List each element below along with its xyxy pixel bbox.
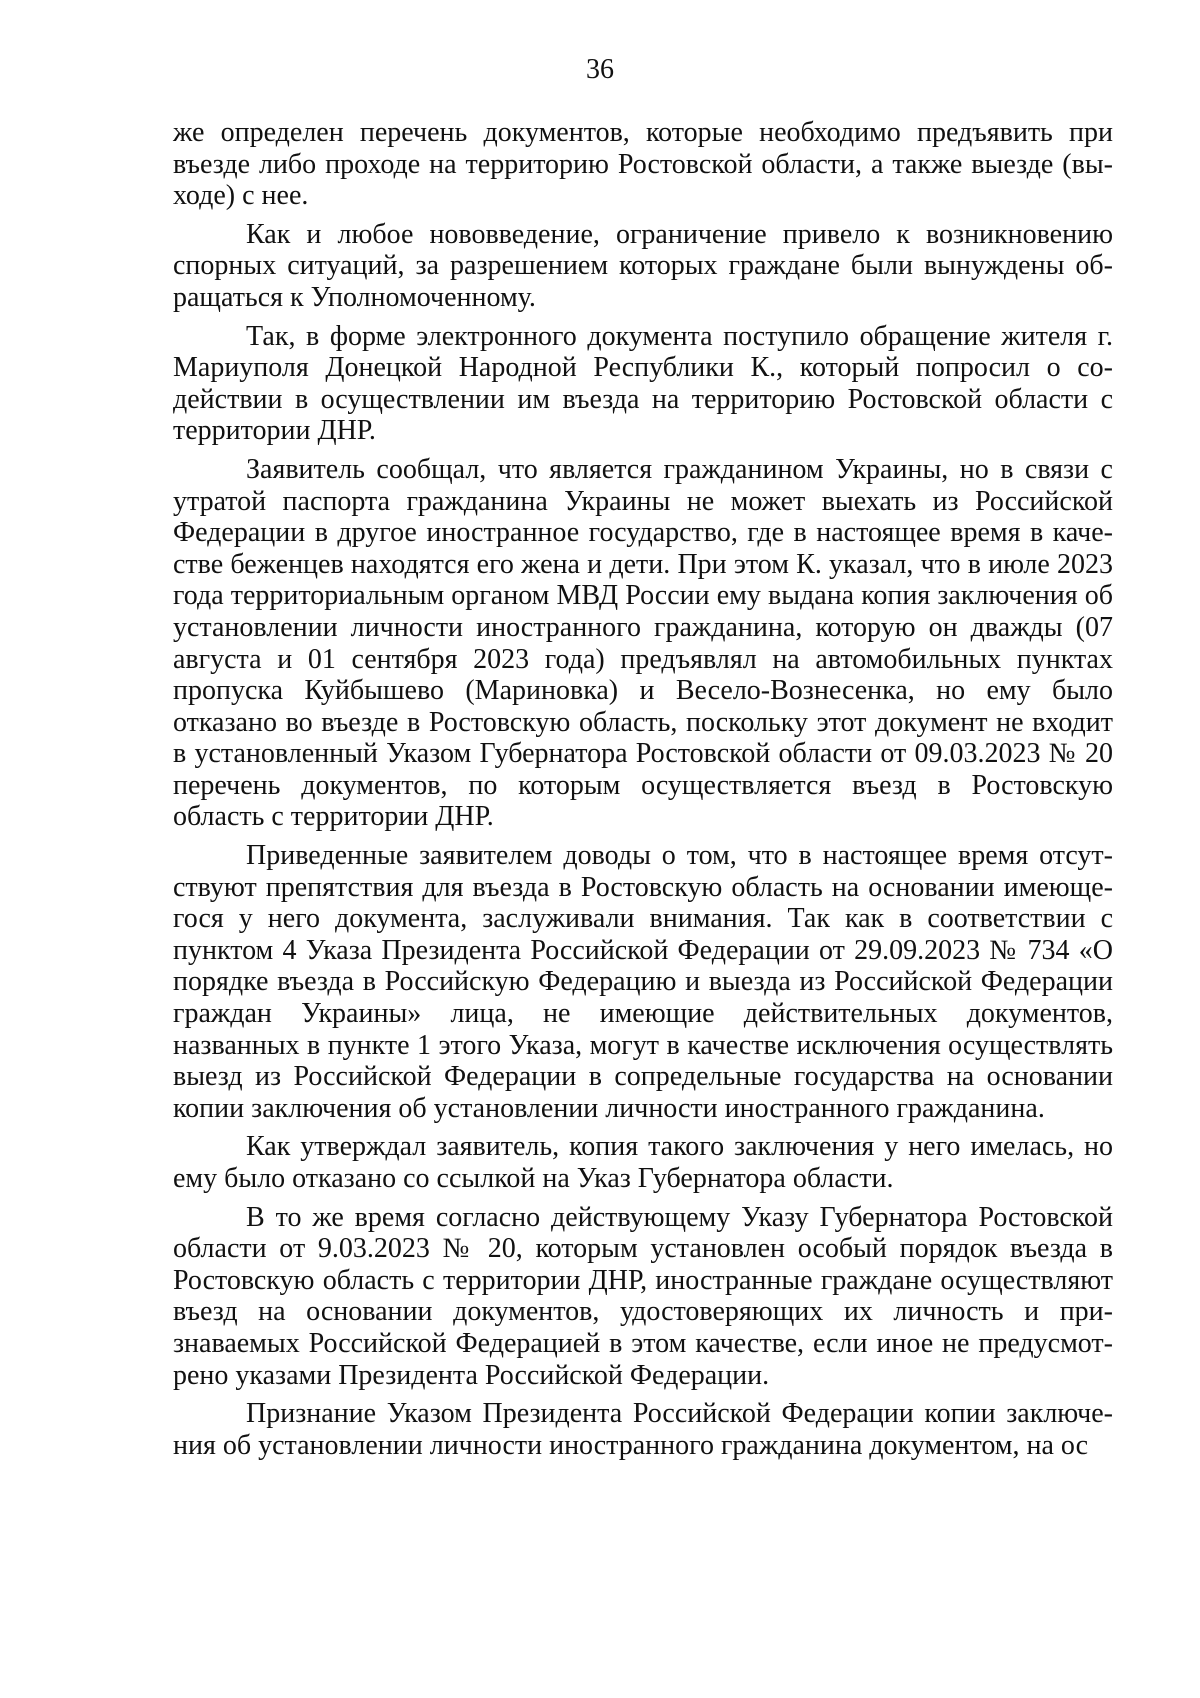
- paragraph-applicant-report: Заявитель сообщал, что является гражданином Украины, но в связи с утратой паспорта гражданина Украины не может выехать из Российской Федерации в другое иностранное государство, где в настоящее время в качестве беженцев находятся его жена и дети. При этом К. указал, что в июле 2023 года территориальным органом МВД России ему выдана копия заключения об установлении личности иностранного гражданина, которую он дважды (07 августа и 01 сентября 2023 года) предъявлял на автомобильных пунктах пропуска Куйбышево (Мариновка) и Весело-Вознесенка, но ему было отказано во въезде в Ростовскую область, поскольку этот документ не входит в установленный Указом Губернатора Ростовской области от 09.03.2023 № 20 перечень документов, по которым осуществляется въезд в Ростовскую область с территории ДНР.: [173, 453, 1113, 833]
- paragraph-appeal: Так, в форме электронного документа поступило обращение жителя г. Мариуполя Донецкой Народной Республики К., который попросил о содействии в осуществлении им въезда на территорию Ростовской области с территории ДНР.: [173, 320, 1113, 447]
- paragraph-continuation: же определен перечень документов, которые необходимо предъявить при въезде либо проходе на территорию Ростовской области, а также выезде (выходе) с нее.: [173, 117, 1113, 212]
- document-body: [173, 117, 1113, 1468]
- paragraph-applicant-claim: Как утверждал заявитель, копия такого заключения у него имелась, но ему было отказано со ссылкой на Указ Губернатора области.: [173, 1131, 1113, 1194]
- paragraph-innovation: Как и любое нововведение, ограничение привело к возникновению спорных ситуаций, за разрешением которых граждане были вынуждены обращаться к Уполномоченному.: [173, 218, 1113, 313]
- paragraph-governor-decree: В то же время согласно действующему Указу Губернатора Ростовской области от 9.03.2023 № 20, которым установлен особый порядок въезда в Ростовскую область с территории ДНР, иностранные граждане осуществляют въезд на основании документов, удостоверяющих их личность и признаваемых Российской Федерацией в этом качестве, если иное не предусмотрено указами Президента Российской Федерации.: [173, 1201, 1113, 1391]
- page-number: 36: [586, 54, 614, 85]
- paragraph-arguments: Приведенные заявителем доводы о том, что в настоящее время отсутствуют препятствия для въезда в Ростовскую область на основании имеющегося у него документа, заслуживали внимания. Так как в соответствии с пунктом 4 Указа Президента Российской Федерации от 29.09.2023 № 734 «О порядке въезда в Российскую Федерацию и выезда из Российской Федерации граждан Украины» лица, не имеющие действительных документов, названных в пункте 1 этого Указа, могут в качестве исключения осуществлять выезд из Российской Федерации в сопредельные государства на основании копии заключения об установлении личности иностранного гражданина.: [173, 840, 1113, 1124]
- paragraph-recognition: Признание Указом Президента Российской Федерации копии заключения об установлении личности иностранного гражданина документом, на ос: [173, 1398, 1113, 1461]
